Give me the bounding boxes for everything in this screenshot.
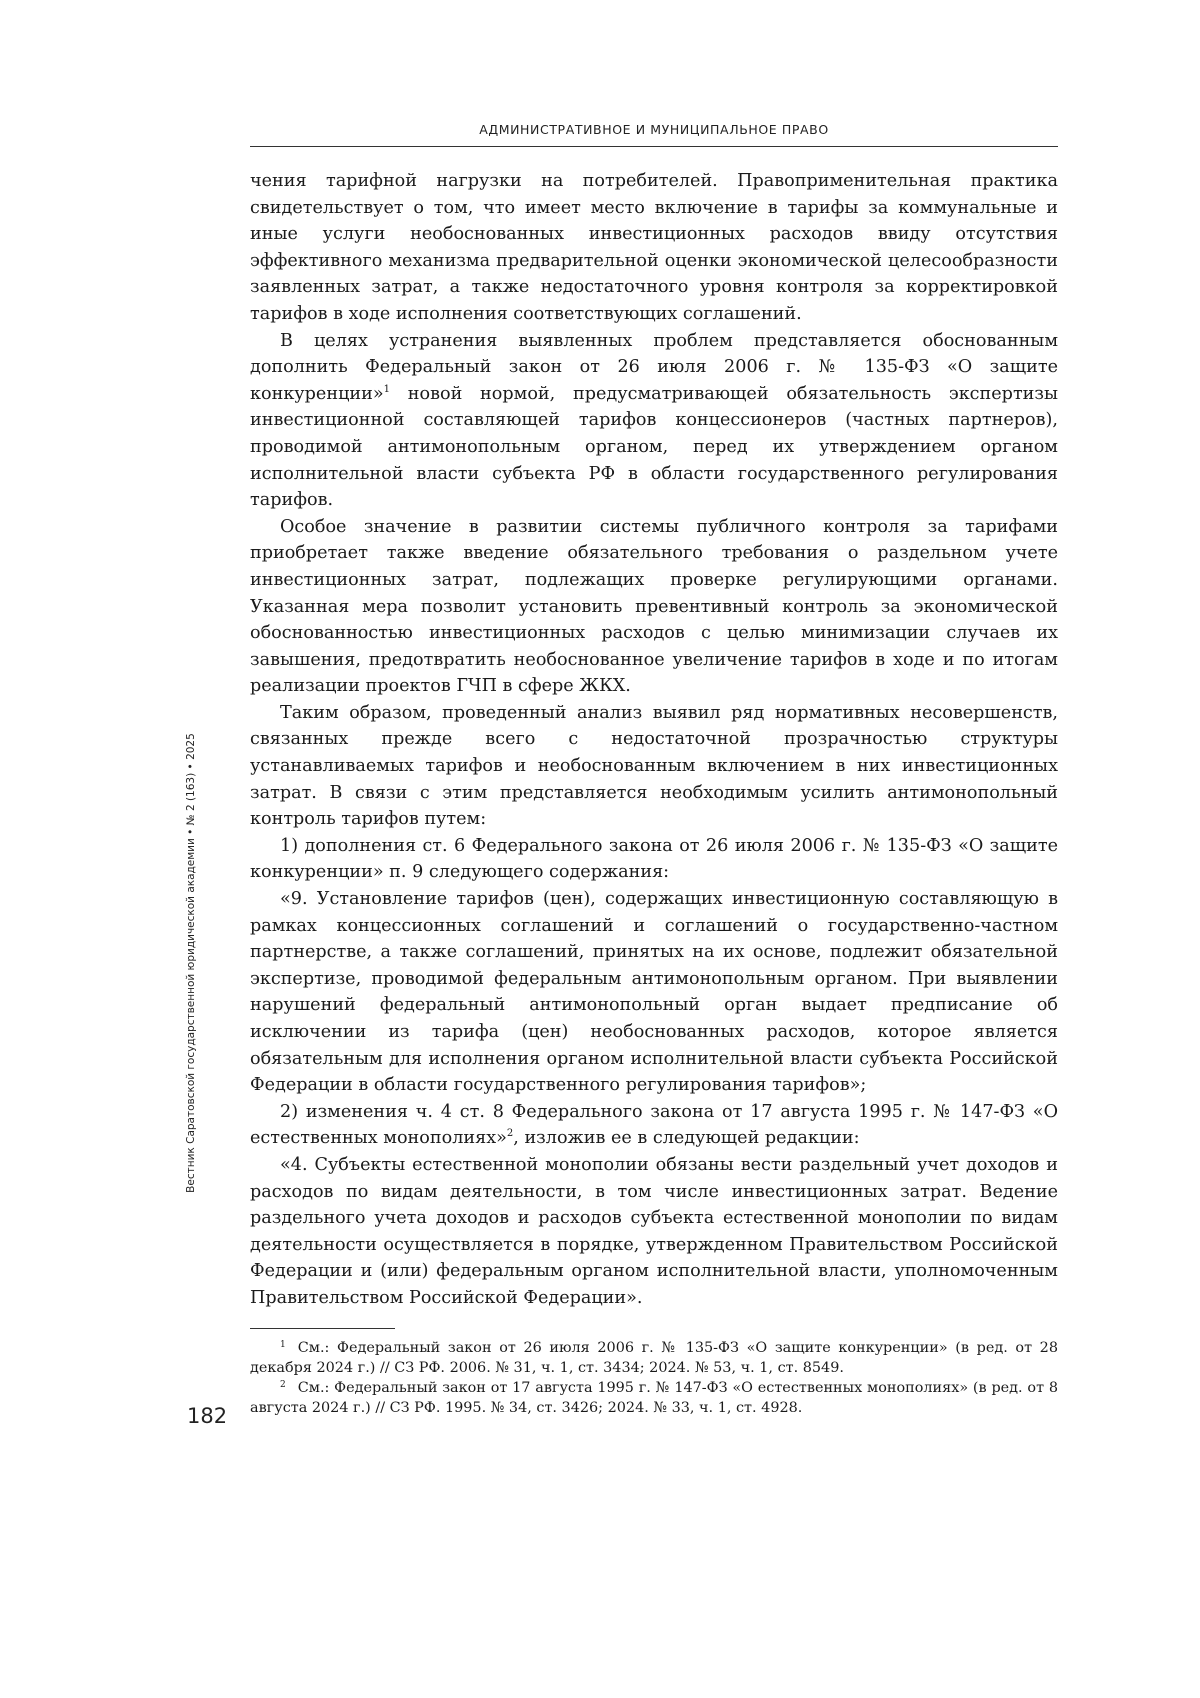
journal-side-caption: Вестник Саратовской государственной юридической академии • № 2 (163) • 2025 — [185, 703, 197, 1223]
paragraph-7-text-b: , изложив ее в следующей редакции: — [513, 1128, 859, 1148]
paragraph-1: чения тарифной нагрузки на потребителей. Правоприменительная практика свидетельствует о том, что имеет место включение в тарифы за коммунальные и иные услуги необоснованных инвестиционных расходов ввиду отсутствия эффективного механизма предварительной оценки экономической целесообразности заявленных затрат, а также недостаточного уровня контроля за корректировкой тарифов в ходе исполнения соответствующих соглашений. — [250, 168, 1058, 328]
footnote-1-number: 1 — [280, 1340, 286, 1350]
footnote-2-text: См.: Федеральный закон от 17 августа 1995 г. № 147-ФЗ «О естественных монополиях» (в ред. от 8 августа 2024 г.) // СЗ РФ. 1995. № 34, ст. 3426; 2024. № 33, ч. 1, ст. 4928. — [250, 1380, 1058, 1416]
footnotes — [250, 1338, 1058, 1418]
paragraph-4: Таким образом, проведенный анализ выявил ряд нормативных несовершенств, связанных прежде всего с недостаточной прозрачностью структуры устанавливаемых тарифов и необоснованным включением в них инвестиционных затрат. В связи с этим представляется необходимым усилить антимонопольный контроль тарифов путем: — [250, 700, 1058, 833]
footnote-divider — [250, 1328, 395, 1329]
header-divider — [250, 146, 1058, 147]
footnote-2-number: 2 — [280, 1380, 286, 1390]
paragraph-6-quote: «9. Установление тарифов (цен), содержащих инвестиционную составляющую в рамках концессионных соглашений и соглашений о государственно-частном партнерстве, а также соглашений, принятых на их основе, подлежит обязательной экспертизе, проводимой федеральным антимонопольным органом. При выявлении нарушений федеральный антимонопольный орган выдает предписание об исключении из тарифа (цен) необоснованных расходов, которое является обязательным для исполнения органом исполнительной власти субъекта Российской Федерации в области государственного регулирования тарифов»; — [250, 886, 1058, 1099]
paragraph-2-text-a: В целях устранения выявленных проблем представляется обоснованным дополнить Федеральный закон от 26 июля 2006 г. № 135-ФЗ «О защите конкуренции» — [250, 331, 1058, 404]
paragraph-2-text-b: новой нормой, предусматривающей обязательность экспертизы инвестиционной составляющей тарифов концессионеров (частных партнеров), проводимой антимонопольным органом, перед их утверждением органом исполнительной власти субъекта РФ в области государственного регулирования тарифов. — [250, 384, 1058, 510]
footnote-ref-2[interactable]: 2 — [507, 1128, 513, 1139]
running-header: АДМИНИСТРАТИВНОЕ И МУНИЦИПАЛЬНОЕ ПРАВО — [250, 122, 1058, 137]
page-number: 182 — [187, 1404, 227, 1428]
footnote-2 — [250, 1378, 1058, 1418]
article-body — [250, 168, 1058, 1312]
paragraph-5: 1) дополнения ст. 6 Федерального закона от 26 июля 2006 г. № 135-ФЗ «О защите конкуренции» п. 9 следующего содержания: — [250, 833, 1058, 886]
paragraph-7-text-a: 2) изменения ч. 4 ст. 8 Федерального закона от 17 августа 1995 г. № 147-ФЗ «О естественных монополиях» — [250, 1102, 1058, 1149]
paragraph-8-quote: «4. Субъекты естественной монополии обязаны вести раздельный учет доходов и расходов по видам деятельности, в том числе инвестиционных затрат. Ведение раздельного учета доходов и расходов субъекта естественной монополии по видам деятельности осуществляется в порядке, утвержденном Правительством Российской Федерации и (или) федеральным органом исполнительной власти, уполномоченным Правительством Российской Федерации». — [250, 1152, 1058, 1312]
paragraph-2 — [250, 328, 1058, 514]
paragraph-7 — [250, 1099, 1058, 1152]
footnote-1-text: См.: Федеральный закон от 26 июля 2006 г. № 135-ФЗ «О защите конкуренции» (в ред. от 28 декабря 2024 г.) // СЗ РФ. 2006. № 31, ч. 1, ст. 3434; 2024. № 53, ч. 1, ст. 8549. — [250, 1340, 1058, 1376]
footnote-ref-1[interactable]: 1 — [384, 384, 390, 395]
paragraph-3: Особое значение в развитии системы публичного контроля за тарифами приобретает также введение обязательного требования о раздельном учете инвестиционных затрат, подлежащих проверке регулирующими органами. Указанная мера позволит установить превентивный контроль за экономической обоснованностью инвестиционных расходов с целью минимизации случаев их завышения, предотвратить необоснованное увеличение тарифов в ходе и по итогам реализации проектов ГЧП в сфере ЖКХ. — [250, 514, 1058, 700]
footnote-1 — [250, 1338, 1058, 1378]
